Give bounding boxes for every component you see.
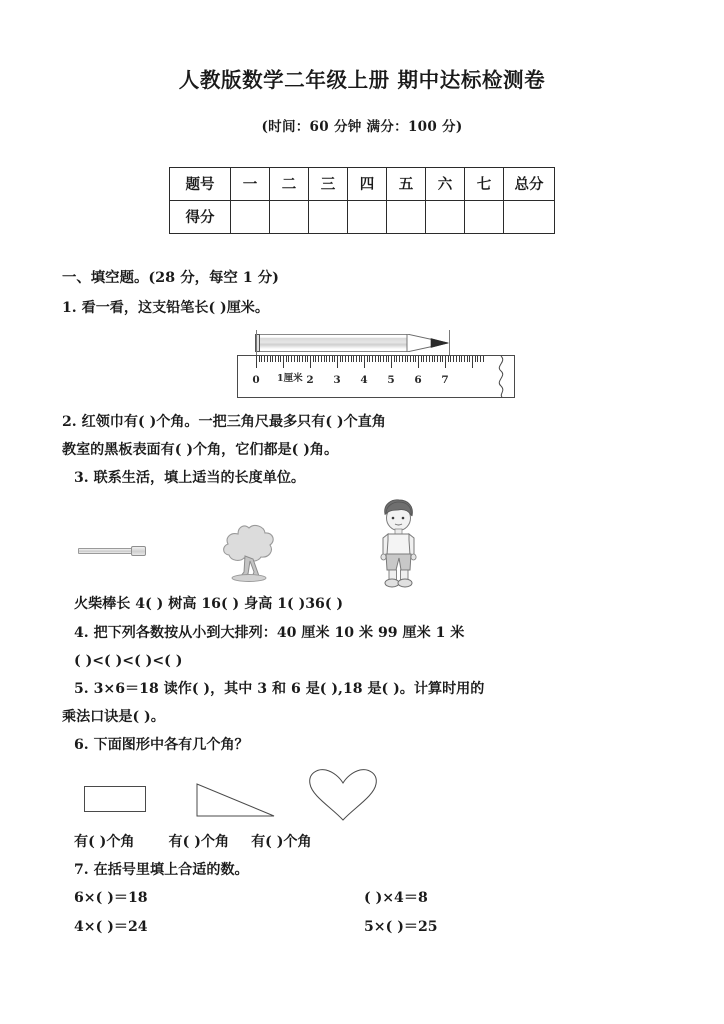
- pencil-ruler-figure: [62, 328, 666, 404]
- score-cell-4[interactable]: [348, 200, 387, 233]
- score-table-col-1: 一: [231, 167, 270, 200]
- shape-caption-1: 有( )个角: [74, 833, 135, 850]
- ruler-tick-major: [391, 356, 392, 368]
- ruler-tick-minor: [448, 356, 449, 362]
- score-cell-2[interactable]: [270, 200, 309, 233]
- ruler-tick-minor: [259, 356, 260, 362]
- ruler-tick-minor: [413, 356, 414, 362]
- ruler-tick-minor: [367, 356, 368, 362]
- ruler-tick-minor: [275, 356, 276, 362]
- ruler-tick-major: [256, 356, 257, 368]
- ruler-tick-minor: [467, 356, 468, 362]
- score-table: [169, 167, 555, 234]
- ruler-tick-minor: [405, 356, 406, 362]
- ruler-label-6: 6: [414, 373, 422, 386]
- ruler-label-3: 3: [333, 373, 341, 386]
- ruler-tick-minor: [342, 356, 343, 362]
- ruler-label-2: 2: [306, 373, 314, 386]
- question-6-shapes: [62, 764, 666, 826]
- ruler-tick-minor: [321, 356, 322, 362]
- ruler-tick-minor: [388, 356, 389, 362]
- ruler-tick-minor: [261, 356, 262, 362]
- ruler-tick-minor: [348, 356, 349, 362]
- ruler-tick-minor: [434, 356, 435, 362]
- ruler-tick-minor: [324, 356, 325, 362]
- ruler-tick-minor: [345, 356, 346, 362]
- ruler-tick-minor: [340, 356, 341, 362]
- ruler-tick-minor: [450, 356, 451, 362]
- ruler-tick-minor: [426, 356, 427, 362]
- matchstick-icon: [78, 546, 148, 556]
- ruler-tick-minor: [480, 356, 481, 362]
- ruler-tick-minor: [394, 356, 395, 362]
- question-3-text: 3. 联系生活，填上适当的长度单位。: [74, 470, 306, 487]
- ruler-torn-edge-icon: [489, 355, 529, 398]
- ruler-tick-minor: [461, 356, 462, 362]
- ruler-tick-major: [445, 356, 446, 368]
- ruler-tick-minor: [475, 356, 476, 362]
- ruler-tick-major: [472, 356, 473, 368]
- score-cell-1[interactable]: [231, 200, 270, 233]
- ruler-tick-minor: [437, 356, 438, 362]
- ruler-label-1-with-unit: 1厘米: [277, 372, 303, 384]
- ruler-tick-minor: [396, 356, 397, 362]
- equation-5x-blank-25: 5×( )＝25: [364, 918, 438, 935]
- ruler-tick-minor: [375, 356, 376, 362]
- ruler-tick-minor: [329, 356, 330, 362]
- score-table-col-3: 三: [309, 167, 348, 200]
- ruler-tick-minor: [429, 356, 430, 362]
- length-unit-figures: [62, 498, 666, 590]
- score-cell-6[interactable]: [426, 200, 465, 233]
- question-4-line-1: 4. 把下列各数按从小到大排列：40 厘米 10 米 99 厘米 1 米: [74, 624, 465, 641]
- ruler-tick-minor: [305, 356, 306, 362]
- ruler-icon: [237, 355, 527, 398]
- equation-4x-blank-24: 4×( )＝24: [74, 918, 148, 935]
- equation-6x-blank-18: 6×( )＝18: [74, 889, 148, 906]
- section-heading-fill-in-blank: 一、填空题。(28 分，每空 1 分): [62, 268, 279, 286]
- score-table-container: [0, 167, 724, 234]
- right-triangle-shape-icon: [194, 780, 280, 822]
- ruler-tick-minor: [351, 356, 352, 362]
- ruler-label-4: 4: [360, 373, 368, 386]
- question-1-text: 1. 看一看，这支铅笔长( )厘米。: [62, 299, 269, 316]
- pencil-icon: [255, 334, 450, 352]
- score-table-col-2: 二: [270, 167, 309, 200]
- ruler-tick-minor: [483, 356, 484, 362]
- matchstick-head: [131, 546, 146, 556]
- ruler-tick-minor: [477, 356, 478, 362]
- score-table-col-6: 六: [426, 167, 465, 200]
- ruler-tick-minor: [361, 356, 362, 362]
- ruler-tick-minor: [442, 356, 443, 362]
- ruler-tick-minor: [456, 356, 457, 362]
- ruler-stage: [237, 328, 527, 404]
- ruler-tick-minor: [297, 356, 298, 362]
- ruler-tick-minor: [334, 356, 335, 362]
- ruler-tick-minor: [313, 356, 314, 362]
- ruler-tick-minor: [402, 356, 403, 362]
- ruler-tick-minor: [369, 356, 370, 362]
- question-2-line-2: 教室的黑板表面有( )个角，它们都是( )角。: [62, 442, 339, 459]
- question-7-text: 7. 在括号里填上合适的数。: [74, 861, 249, 878]
- ruler-tick-minor: [267, 356, 268, 362]
- question-2-line-1: 2. 红领巾有( )个角。一把三角尺最多只有( )个直角: [62, 413, 386, 430]
- table-row-score: [170, 200, 555, 233]
- ruler-tick-minor: [386, 356, 387, 362]
- question-5-line-1: 5. 3×6＝18 读作( )，其中 3 和 6 是( ),18 是( )。计算时用的: [74, 680, 485, 697]
- ruler-tick-minor: [440, 356, 441, 362]
- ruler-tick-minor: [272, 356, 273, 362]
- score-table-col-7: 七: [465, 167, 504, 200]
- pencil-tip-icon: [255, 334, 450, 352]
- shape-caption-2: 有( )个角: [168, 833, 230, 850]
- ruler-label-5: 5: [387, 373, 395, 386]
- ruler-label-0: 0: [252, 373, 260, 386]
- rectangle-shape-icon: [84, 786, 146, 812]
- question-3-units-caption: 火柴棒长 4( ) 树高 16( ) 身高 1( )36( ): [74, 596, 344, 613]
- exam-meta-subtitle: (时间：60 分钟 满分：100 分): [261, 118, 463, 135]
- ruler-tick-minor: [326, 356, 327, 362]
- ruler-tick-minor: [459, 356, 460, 362]
- ruler-tick-minor: [359, 356, 360, 362]
- question-5-line-2: 乘法口诀是( )。: [62, 709, 165, 726]
- ruler-tick-minor: [315, 356, 316, 362]
- ruler-tick-major: [337, 356, 338, 368]
- ruler-tick-minor: [302, 356, 303, 362]
- ruler-tick-minor: [415, 356, 416, 362]
- score-table-row-label-score: 得分: [170, 200, 231, 233]
- ruler-tick-major: [364, 356, 365, 368]
- ruler-tick-minor: [469, 356, 470, 362]
- ruler-tick-minor: [356, 356, 357, 362]
- ruler-tick-minor: [264, 356, 265, 362]
- ruler-tick-minor: [464, 356, 465, 362]
- ruler-tick-minor: [291, 356, 292, 362]
- ruler-tick-minor: [410, 356, 411, 362]
- tree-icon: [214, 504, 290, 584]
- score-cell-5[interactable]: [387, 200, 426, 233]
- ruler-tick-minor: [278, 356, 279, 362]
- ruler-label-7: 7: [441, 373, 449, 386]
- ruler-tick-minor: [353, 356, 354, 362]
- page-title: 人教版数学二年级上册 期中达标检测卷: [178, 68, 546, 92]
- ruler-tick-minor: [378, 356, 379, 362]
- question-7-equation-row-2: [62, 913, 666, 942]
- ruler-tick-minor: [288, 356, 289, 362]
- exam-body: [0, 264, 724, 942]
- ruler-tick-minor: [280, 356, 281, 362]
- matchstick-body: [78, 548, 135, 554]
- score-cell-total[interactable]: [504, 200, 555, 233]
- ruler-tick-minor: [380, 356, 381, 362]
- question-7-equation-row-1: [62, 884, 666, 913]
- question-6-text: 6. 下面图形中各有几个角？: [74, 737, 249, 754]
- score-table-col-5: 五: [387, 167, 426, 200]
- ruler-tick-minor: [299, 356, 300, 362]
- ruler-tick-minor: [421, 356, 422, 362]
- score-table-col-4: 四: [348, 167, 387, 200]
- table-row-header: [170, 167, 555, 200]
- ruler-tick-minor: [399, 356, 400, 362]
- score-table-row-label-question: 题号: [170, 167, 231, 200]
- ruler-tick-minor: [270, 356, 271, 362]
- ruler-tick-minor: [294, 356, 295, 362]
- ruler-tick-minor: [423, 356, 424, 362]
- ruler-tick-minor: [372, 356, 373, 362]
- ruler-tick-minor: [286, 356, 287, 362]
- ruler-tick-minor: [453, 356, 454, 362]
- ruler-tick-minor: [332, 356, 333, 362]
- ruler-tick-minor: [383, 356, 384, 362]
- ruler-tick-major: [418, 356, 419, 368]
- ruler-tick-major: [283, 356, 284, 368]
- equation-blank-x4-8: ( )×4＝8: [364, 889, 428, 906]
- question-4-line-2: ( )<( )<( )<( ): [74, 652, 183, 669]
- ruler-tick-minor: [407, 356, 408, 362]
- score-table-col-total: 总分: [504, 167, 555, 200]
- boy-icon: [370, 498, 426, 590]
- ruler-tick-major: [310, 356, 311, 368]
- shape-caption-3: 有( )个角: [251, 833, 312, 850]
- ruler-tick-minor: [307, 356, 308, 362]
- score-cell-7[interactable]: [465, 200, 504, 233]
- heart-shape-icon: [304, 766, 384, 824]
- ruler-tick-minor: [432, 356, 433, 362]
- question-6-shape-captions: [62, 828, 666, 856]
- ruler-tick-minor: [318, 356, 319, 362]
- score-cell-3[interactable]: [309, 200, 348, 233]
